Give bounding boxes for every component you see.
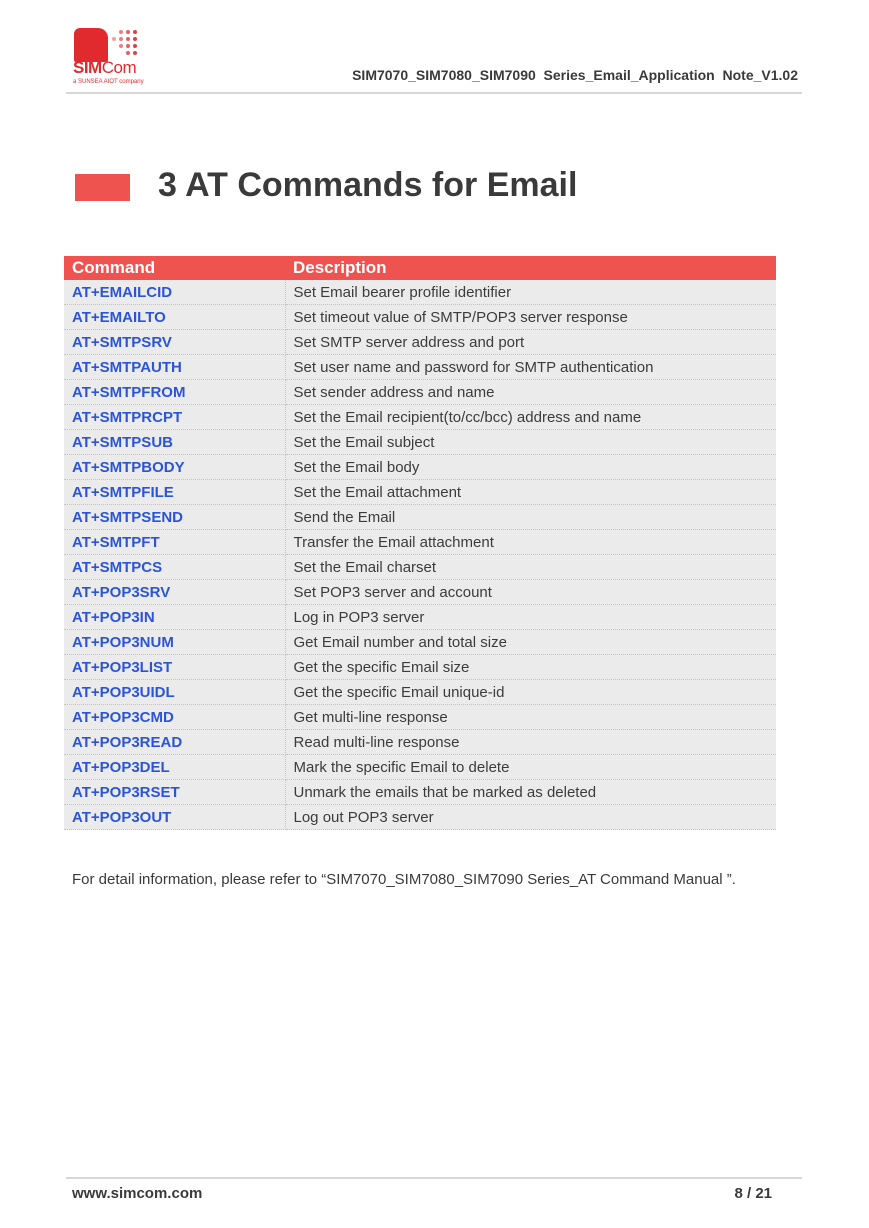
logo-dot (119, 44, 123, 48)
command-cell: AT+POP3LIST (64, 655, 285, 680)
logo-dot (133, 30, 137, 34)
table-row (64, 730, 776, 755)
table-row (64, 705, 776, 730)
description-cell: Set Email bearer profile identifier (285, 280, 776, 305)
description-cell: Set the Email attachment (285, 480, 776, 505)
command-cell: AT+SMTPRCPT (64, 405, 285, 430)
table-row (64, 480, 776, 505)
logo-com: Com (101, 58, 137, 77)
simcom-logo (72, 26, 152, 90)
section-accent-bar (75, 174, 130, 201)
command-cell: AT+POP3OUT (64, 805, 285, 830)
description-cell: Set user name and password for SMTP authentication (285, 355, 776, 380)
table-row (64, 380, 776, 405)
command-cell: AT+SMTPFT (64, 530, 285, 555)
table-row (64, 580, 776, 605)
command-cell: AT+POP3CMD (64, 705, 285, 730)
logo-red-block (74, 28, 108, 62)
logo-dot (119, 37, 123, 41)
logo-dot (126, 44, 130, 48)
command-cell: AT+POP3NUM (64, 630, 285, 655)
document-header-title: SIM7070_SIM7080_SIM7090 Series_Email_Application Note_V1.02 (352, 67, 798, 83)
table-row (64, 505, 776, 530)
table-row (64, 680, 776, 705)
table-row (64, 280, 776, 305)
description-cell: Set timeout value of SMTP/POP3 server response (285, 305, 776, 330)
command-cell: AT+POP3RSET (64, 780, 285, 805)
column-header-command: Command (64, 256, 285, 280)
command-cell: AT+POP3DEL (64, 755, 285, 780)
footer-divider (66, 1177, 802, 1179)
description-cell: Transfer the Email attachment (285, 530, 776, 555)
table-row (64, 355, 776, 380)
description-cell: Set the Email recipient(to/cc/bcc) address and name (285, 405, 776, 430)
logo-dot (133, 44, 137, 48)
description-cell: Set the Email body (285, 455, 776, 480)
logo-tagline: a SUNSEA AIOT company (73, 79, 144, 85)
description-cell: Get the specific Email unique-id (285, 680, 776, 705)
table-row (64, 755, 776, 780)
table-header-row (64, 256, 776, 280)
column-header-description: Description (285, 256, 776, 280)
description-cell: Get Email number and total size (285, 630, 776, 655)
description-cell: Set sender address and name (285, 380, 776, 405)
reference-note: For detail information, please refer to “SIM7070_SIM7080_SIM7090 Series_AT Command Manual ”. (72, 871, 736, 888)
description-cell: Set SMTP server address and port (285, 330, 776, 355)
at-commands-table (64, 256, 776, 830)
logo-wordmark (73, 58, 136, 78)
command-cell: AT+SMTPCS (64, 555, 285, 580)
command-cell: AT+SMTPSRV (64, 330, 285, 355)
footer-page-number: 8 / 21 (734, 1185, 772, 1202)
description-cell: Send the Email (285, 505, 776, 530)
command-cell: AT+SMTPAUTH (64, 355, 285, 380)
command-cell: AT+SMTPSUB (64, 430, 285, 455)
command-cell: AT+POP3SRV (64, 580, 285, 605)
table-row (64, 630, 776, 655)
command-cell: AT+SMTPSEND (64, 505, 285, 530)
table-row (64, 805, 776, 830)
table-row (64, 655, 776, 680)
command-cell: AT+EMAILCID (64, 280, 285, 305)
description-cell: Mark the specific Email to delete (285, 755, 776, 780)
description-cell: Unmark the emails that be marked as deleted (285, 780, 776, 805)
table-body (64, 280, 776, 830)
section-title: 3 AT Commands for Email (158, 166, 578, 204)
description-cell: Get the specific Email size (285, 655, 776, 680)
logo-dot (126, 51, 130, 55)
description-cell: Log in POP3 server (285, 605, 776, 630)
table-row (64, 530, 776, 555)
command-cell: AT+SMTPBODY (64, 455, 285, 480)
description-cell: Get multi-line response (285, 705, 776, 730)
command-cell: AT+SMTPFILE (64, 480, 285, 505)
logo-dot (133, 51, 137, 55)
command-cell: AT+POP3UIDL (64, 680, 285, 705)
logo-dots (112, 30, 142, 60)
table-row (64, 305, 776, 330)
header-divider (66, 92, 802, 94)
footer-website: www.simcom.com (72, 1185, 203, 1202)
table-row (64, 780, 776, 805)
table-row (64, 430, 776, 455)
table-row (64, 330, 776, 355)
logo-dot (133, 37, 137, 41)
command-cell: AT+SMTPFROM (64, 380, 285, 405)
description-cell: Set the Email subject (285, 430, 776, 455)
table-row (64, 405, 776, 430)
logo-dot (126, 30, 130, 34)
description-cell: Log out POP3 server (285, 805, 776, 830)
description-cell: Read multi-line response (285, 730, 776, 755)
logo-dot (112, 37, 116, 41)
command-cell: AT+POP3IN (64, 605, 285, 630)
description-cell: Set the Email charset (285, 555, 776, 580)
logo-sim: SIM (73, 58, 102, 77)
table-row (64, 555, 776, 580)
command-cell: AT+EMAILTO (64, 305, 285, 330)
logo-dot (119, 30, 123, 34)
logo-dot (126, 37, 130, 41)
table-row (64, 605, 776, 630)
table-row (64, 455, 776, 480)
description-cell: Set POP3 server and account (285, 580, 776, 605)
command-cell: AT+POP3READ (64, 730, 285, 755)
